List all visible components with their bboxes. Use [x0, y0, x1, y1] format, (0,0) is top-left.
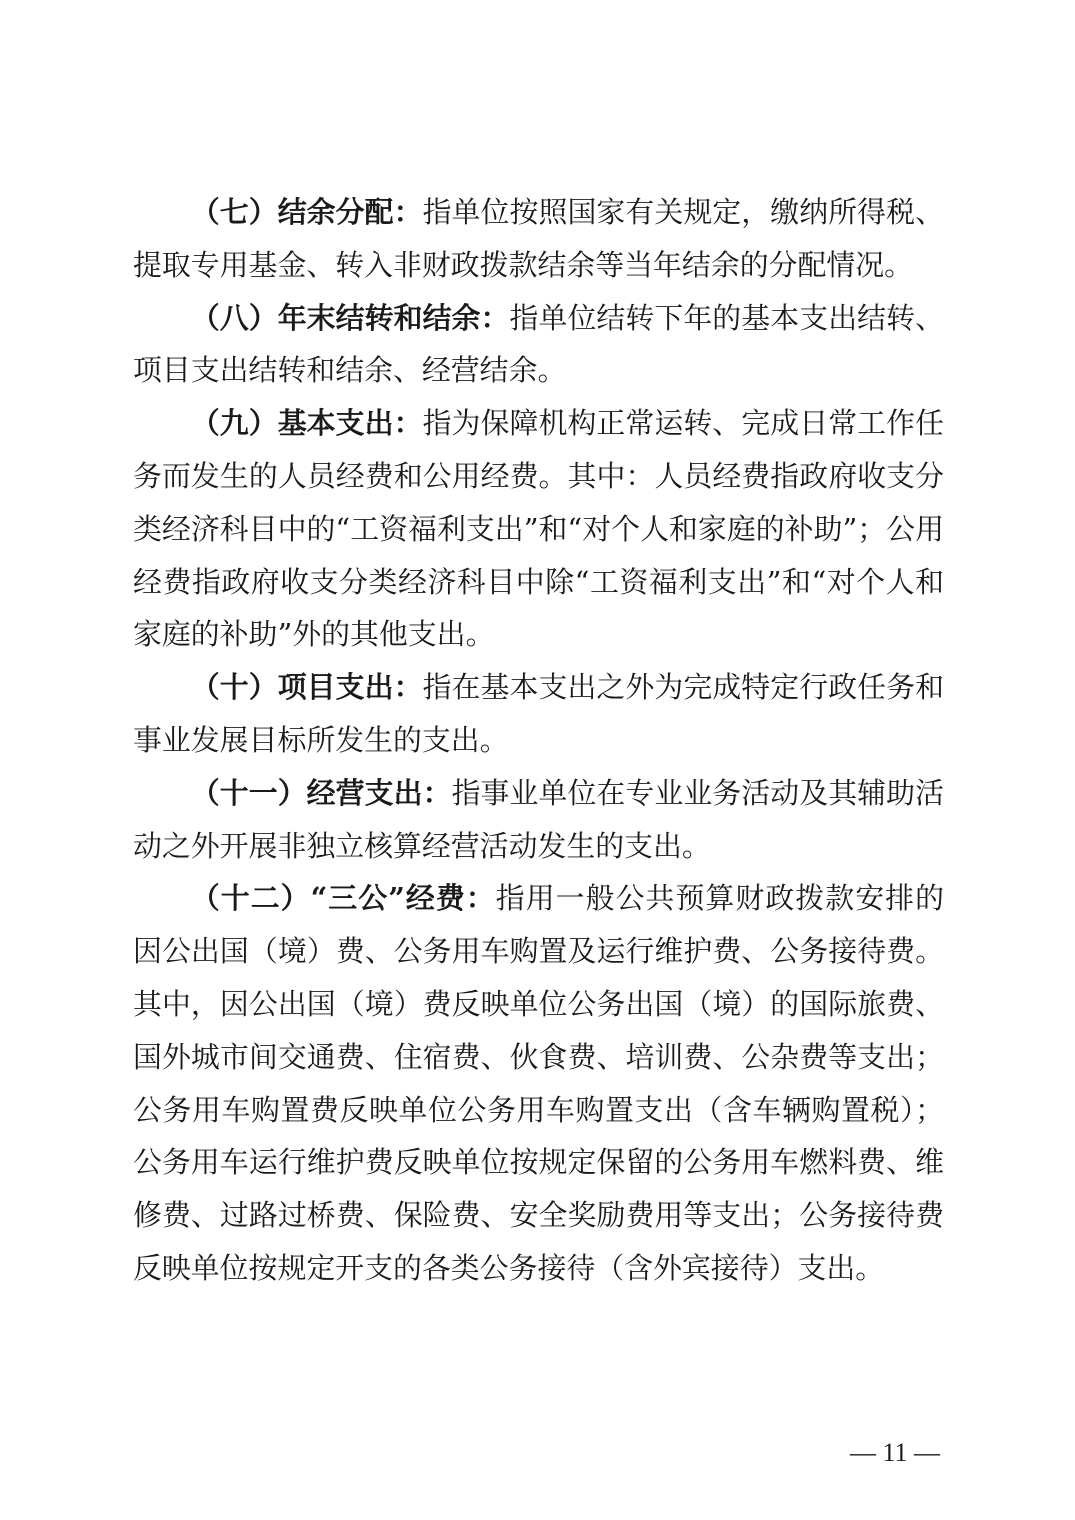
paragraph-year-end-carryover — [133, 292, 944, 398]
paragraph-surplus-distribution — [133, 186, 944, 292]
paragraph-text: 指事业单位在专业业务活动及其辅助活动之外开展非独立核算经营活动发生的支出。 — [133, 775, 945, 863]
paragraph-basic-expenditure — [133, 397, 944, 661]
paragraph-heading: （七）结余分配： — [190, 195, 423, 229]
page-number: — 11 — — [849, 1438, 941, 1467]
paragraph-text: 指单位结转下年的基本支出结转、项目支出结转和结余、经营结余。 — [133, 300, 945, 388]
paragraph-text: 指用一般公共预算财政拨款安排的因公出国（境）费、公务用车购置及运行维护费、公务接待费。其中，因公出国（境）费反映单位公务出国（境）的国际旅费、国外城市间交通费、住宿费、伙食费、培训费、公杂费等支出；公务用车购置费反映单位公务用车购置支出（含车辆购置税）；公务用车运行维护费反映单位按规定保留的公务用车燃料费、维修费、过路过桥费、保险费、安全奖励费用等支出；公务接待费反映单位按规定开支的各类公务接待（含外宾接待）支出。 — [133, 881, 944, 1285]
paragraph-heading: （十一）经营支出： — [190, 775, 452, 810]
paragraph-heading: （九）基本支出： — [190, 406, 423, 441]
paragraph-heading: （十）项目支出： — [190, 670, 423, 705]
paragraph-heading: （八）年末结转和结余： — [190, 300, 510, 335]
paragraph-project-expenditure — [133, 661, 944, 767]
paragraph-text: 指为保障机构正常运转、完成日常工作任务而发生的人员经费和公用经费。其中：人员经费指政府收支分类经济科目中的“工资福利支出”和“对个人和家庭的补助”；公用经费指政府收支分类经济科目中除“工资福利支出”和“对个人和家庭的补助”外的其他支出。 — [133, 406, 945, 652]
document-body — [133, 186, 944, 1295]
paragraph-operating-expenditure — [133, 767, 944, 873]
paragraph-three-public-expenses — [133, 872, 944, 1294]
paragraph-text: 指在基本支出之外为完成特定行政任务和事业发展目标所发生的支出。 — [133, 670, 945, 757]
paragraph-text: 指单位按照国家有关规定，缴纳所得税、提取专用基金、转入非财政拨款结余等当年结余的分配情况。 — [133, 195, 945, 282]
paragraph-heading: （十二）“三公”经费： — [190, 881, 496, 916]
